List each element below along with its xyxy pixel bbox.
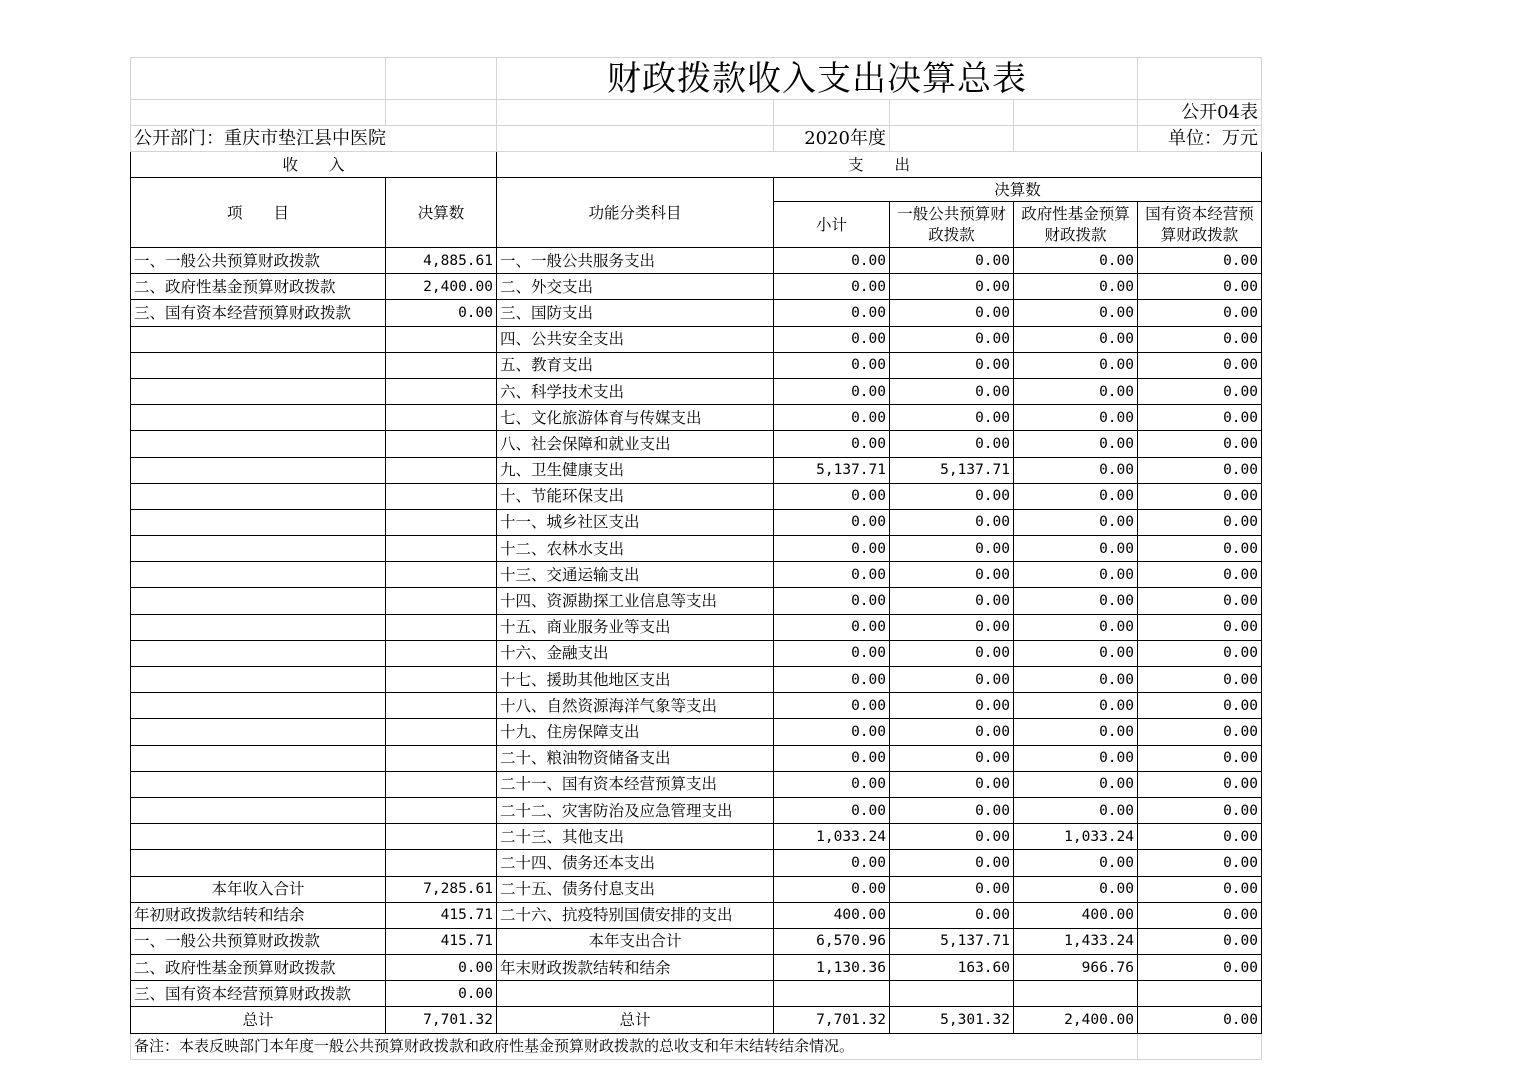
general-budget-header: 一般公共预算财政拨款 [890, 202, 1014, 248]
income-item: 总计 [131, 1007, 386, 1033]
general-budget-value: 0.00 [890, 667, 1014, 693]
table-row [131, 614, 1262, 640]
gov-fund-value: 1,033.24 [1014, 824, 1138, 850]
income-amount: 2,400.00 [386, 274, 497, 300]
general-budget-value: 0.00 [890, 536, 1014, 562]
subtotal-value: 0.00 [774, 405, 890, 431]
state-capital-value: 0.00 [1138, 876, 1262, 902]
gov-fund-value: 966.76 [1014, 955, 1138, 981]
general-budget-value: 5,137.71 [890, 457, 1014, 483]
expense-item: 十、节能环保支出 [497, 483, 774, 509]
income-item [131, 509, 386, 535]
gov-fund-value: 0.00 [1014, 719, 1138, 745]
table-row [131, 693, 1262, 719]
general-budget-value: 0.00 [890, 824, 1014, 850]
gov-fund-value: 0.00 [1014, 405, 1138, 431]
expense-item: 一、一般公共服务支出 [497, 248, 774, 274]
expense-item: 十六、金融支出 [497, 640, 774, 666]
gov-fund-value: 400.00 [1014, 902, 1138, 928]
blank-cell [131, 58, 386, 100]
table-row [131, 248, 1262, 274]
subtotal-value: 0.00 [774, 640, 890, 666]
amount-header: 决算数 [386, 178, 497, 248]
gov-fund-value: 0.00 [1014, 850, 1138, 876]
gov-fund-header: 政府性基金预算财政拨款 [1014, 202, 1138, 248]
table-row [131, 378, 1262, 404]
table-row [131, 457, 1262, 483]
subtotal-value: 0.00 [774, 509, 890, 535]
expense-item: 十五、商业服务业等支出 [497, 614, 774, 640]
expense-item: 十一、城乡社区支出 [497, 509, 774, 535]
subtotal-value: 6,570.96 [774, 928, 890, 954]
gov-fund-value: 0.00 [1014, 352, 1138, 378]
gov-fund-value: 0.00 [1014, 457, 1138, 483]
income-amount: 0.00 [386, 955, 497, 981]
expense-item: 四、公共安全支出 [497, 326, 774, 352]
gov-fund-value: 0.00 [1014, 562, 1138, 588]
income-amount [386, 378, 497, 404]
income-item [131, 588, 386, 614]
state-capital-value: 0.00 [1138, 719, 1262, 745]
gov-fund-value: 0.00 [1014, 326, 1138, 352]
subtotal-value: 1,033.24 [774, 824, 890, 850]
state-capital-value: 0.00 [1138, 509, 1262, 535]
subtotal-value: 0.00 [774, 588, 890, 614]
expense-item: 二十五、债务付息支出 [497, 876, 774, 902]
subtotal-value: 0.00 [774, 797, 890, 823]
gov-fund-value: 0.00 [1014, 771, 1138, 797]
state-capital-value: 0.00 [1138, 588, 1262, 614]
general-budget-value: 0.00 [890, 300, 1014, 326]
expense-item: 九、卫生健康支出 [497, 457, 774, 483]
income-item [131, 431, 386, 457]
page-title: 财政拨款收入支出决算总表 [497, 58, 1138, 100]
unit-label: 单位：万元 [1138, 126, 1262, 152]
gov-fund-value: 0.00 [1014, 431, 1138, 457]
subtotal-value: 0.00 [774, 536, 890, 562]
income-item [131, 536, 386, 562]
income-item: 一、一般公共预算财政拨款 [131, 248, 386, 274]
expense-item: 本年支出合计 [497, 928, 774, 954]
general-budget-value: 163.60 [890, 955, 1014, 981]
gov-fund-value: 0.00 [1014, 667, 1138, 693]
general-budget-value: 0.00 [890, 640, 1014, 666]
income-amount: 415.71 [386, 928, 497, 954]
subtotal-value: 0.00 [774, 771, 890, 797]
state-capital-value: 0.00 [1138, 326, 1262, 352]
general-budget-value [890, 981, 1014, 1007]
expense-item: 年末财政拨款结转和结余 [497, 955, 774, 981]
expense-item: 二十一、国有资本经营预算支出 [497, 771, 774, 797]
expense-item: 十四、资源勘探工业信息等支出 [497, 588, 774, 614]
state-capital-value: 0.00 [1138, 300, 1262, 326]
income-item [131, 483, 386, 509]
state-capital-value: 0.00 [1138, 928, 1262, 954]
general-budget-value: 0.00 [890, 378, 1014, 404]
subtotal-value: 0.00 [774, 483, 890, 509]
gov-fund-value: 0.00 [1014, 640, 1138, 666]
table-row [131, 562, 1262, 588]
income-item [131, 850, 386, 876]
expense-item: 十三、交通运输支出 [497, 562, 774, 588]
income-item: 一、一般公共预算财政拨款 [131, 928, 386, 954]
income-amount [386, 797, 497, 823]
table-row [131, 588, 1262, 614]
income-item: 三、国有资本经营预算财政拨款 [131, 981, 386, 1007]
table-row [131, 902, 1262, 928]
expense-item: 二十六、抗疫特别国债安排的支出 [497, 902, 774, 928]
gov-fund-value: 0.00 [1014, 614, 1138, 640]
table-row [131, 405, 1262, 431]
table-row [131, 955, 1262, 981]
income-item [131, 378, 386, 404]
blank-cell [386, 58, 497, 100]
income-amount [386, 431, 497, 457]
state-capital-value: 0.00 [1138, 483, 1262, 509]
general-budget-value: 0.00 [890, 693, 1014, 719]
general-budget-value: 0.00 [890, 274, 1014, 300]
item-header: 项 目 [131, 178, 386, 248]
final-account-table [130, 57, 1262, 1060]
income-item [131, 457, 386, 483]
state-capital-value: 0.00 [1138, 248, 1262, 274]
income-header: 收 入 [131, 152, 497, 178]
income-amount [386, 352, 497, 378]
state-capital-header: 国有资本经营预算财政拨款 [1138, 202, 1262, 248]
expense-item: 十二、农林水支出 [497, 536, 774, 562]
table-row [131, 300, 1262, 326]
income-item: 二、政府性基金预算财政拨款 [131, 274, 386, 300]
table-row [131, 1007, 1262, 1033]
state-capital-value: 0.00 [1138, 431, 1262, 457]
general-budget-value: 5,301.32 [890, 1007, 1014, 1033]
gov-fund-value: 2,400.00 [1014, 1007, 1138, 1033]
subtotal-value [774, 981, 890, 1007]
table-row [131, 745, 1262, 771]
income-item [131, 693, 386, 719]
expense-item: 总计 [497, 1007, 774, 1033]
expense-item: 八、社会保障和就业支出 [497, 431, 774, 457]
subtotal-value: 0.00 [774, 378, 890, 404]
income-item: 二、政府性基金预算财政拨款 [131, 955, 386, 981]
income-amount [386, 771, 497, 797]
subtotal-value: 0.00 [774, 562, 890, 588]
gov-fund-value: 0.00 [1014, 509, 1138, 535]
general-budget-value: 0.00 [890, 562, 1014, 588]
income-item [131, 719, 386, 745]
income-amount [386, 457, 497, 483]
expense-item: 二十三、其他支出 [497, 824, 774, 850]
gov-fund-value [1014, 981, 1138, 1007]
subtotal-value: 0.00 [774, 719, 890, 745]
income-amount [386, 614, 497, 640]
table-row [131, 797, 1262, 823]
blank-cell [1138, 1033, 1262, 1059]
table-row [131, 667, 1262, 693]
income-item [131, 667, 386, 693]
income-amount: 0.00 [386, 981, 497, 1007]
general-budget-value: 5,137.71 [890, 928, 1014, 954]
state-capital-value: 0.00 [1138, 562, 1262, 588]
income-item [131, 797, 386, 823]
fiscal-year: 2020年度 [774, 126, 890, 152]
state-capital-value [1138, 981, 1262, 1007]
general-budget-value: 0.00 [890, 509, 1014, 535]
expense-item: 七、文化旅游体育与传媒支出 [497, 405, 774, 431]
general-budget-value: 0.00 [890, 797, 1014, 823]
income-item [131, 326, 386, 352]
general-budget-value: 0.00 [890, 902, 1014, 928]
table-row [131, 483, 1262, 509]
gov-fund-value: 0.00 [1014, 483, 1138, 509]
subtotal-value: 0.00 [774, 667, 890, 693]
subtotal-value: 0.00 [774, 614, 890, 640]
income-amount [386, 693, 497, 719]
department-label: 公开部门：重庆市垫江县中医院 [131, 126, 497, 152]
general-budget-value: 0.00 [890, 771, 1014, 797]
expense-item: 十八、自然资源海洋气象等支出 [497, 693, 774, 719]
state-capital-value: 0.00 [1138, 274, 1262, 300]
subtotal-value: 400.00 [774, 902, 890, 928]
state-capital-value: 0.00 [1138, 352, 1262, 378]
gov-fund-value: 0.00 [1014, 248, 1138, 274]
table-row [131, 981, 1262, 1007]
gov-fund-value: 0.00 [1014, 588, 1138, 614]
income-amount [386, 745, 497, 771]
function-subject-header: 功能分类科目 [497, 178, 774, 248]
subtotal-value: 0.00 [774, 850, 890, 876]
footnote: 备注：本表反映部门本年度一般公共预算财政拨款和政府性基金预算财政拨款的总收支和年末结转结余情况。 [131, 1033, 1138, 1059]
income-item [131, 614, 386, 640]
income-amount: 7,285.61 [386, 876, 497, 902]
gov-fund-value: 0.00 [1014, 378, 1138, 404]
income-item [131, 771, 386, 797]
income-item: 三、国有资本经营预算财政拨款 [131, 300, 386, 326]
general-budget-value: 0.00 [890, 614, 1014, 640]
general-budget-value: 0.00 [890, 431, 1014, 457]
income-item: 年初财政拨款结转和结余 [131, 902, 386, 928]
state-capital-value: 0.00 [1138, 824, 1262, 850]
table-row [131, 719, 1262, 745]
subtotal-value: 0.00 [774, 274, 890, 300]
income-amount: 0.00 [386, 300, 497, 326]
gov-fund-value: 0.00 [1014, 536, 1138, 562]
income-item [131, 405, 386, 431]
income-amount [386, 667, 497, 693]
state-capital-value: 0.00 [1138, 955, 1262, 981]
table-row [131, 771, 1262, 797]
expense-item: 五、教育支出 [497, 352, 774, 378]
expense-item: 二十、粮油物资储备支出 [497, 745, 774, 771]
subtotal-header: 小计 [774, 202, 890, 248]
income-item [131, 745, 386, 771]
income-amount [386, 483, 497, 509]
subtotal-value: 0.00 [774, 876, 890, 902]
state-capital-value: 0.00 [1138, 771, 1262, 797]
state-capital-value: 0.00 [1138, 745, 1262, 771]
state-capital-value: 0.00 [1138, 797, 1262, 823]
expense-item: 二、外交支出 [497, 274, 774, 300]
subtotal-value: 0.00 [774, 300, 890, 326]
state-capital-value: 0.00 [1138, 536, 1262, 562]
state-capital-value: 0.00 [1138, 667, 1262, 693]
gov-fund-value: 0.00 [1014, 274, 1138, 300]
general-budget-value: 0.00 [890, 483, 1014, 509]
gov-fund-value: 0.00 [1014, 300, 1138, 326]
subtotal-value: 0.00 [774, 693, 890, 719]
subtotal-value: 0.00 [774, 745, 890, 771]
state-capital-value: 0.00 [1138, 614, 1262, 640]
expense-item: 十七、援助其他地区支出 [497, 667, 774, 693]
general-budget-value: 0.00 [890, 850, 1014, 876]
income-amount [386, 536, 497, 562]
general-budget-value: 0.00 [890, 248, 1014, 274]
income-amount [386, 405, 497, 431]
income-amount [386, 719, 497, 745]
table-row [131, 876, 1262, 902]
income-item [131, 352, 386, 378]
income-item [131, 824, 386, 850]
state-capital-value: 0.00 [1138, 405, 1262, 431]
table-row [131, 824, 1262, 850]
income-amount: 7,701.32 [386, 1007, 497, 1033]
form-number: 公开04表 [1138, 100, 1262, 126]
final-amount-header: 决算数 [774, 178, 1262, 202]
gov-fund-value: 1,433.24 [1014, 928, 1138, 954]
general-budget-value: 0.00 [890, 405, 1014, 431]
table-row [131, 509, 1262, 535]
table-row [131, 928, 1262, 954]
income-item: 本年收入合计 [131, 876, 386, 902]
table-row [131, 536, 1262, 562]
general-budget-value: 0.00 [890, 745, 1014, 771]
subtotal-value: 7,701.32 [774, 1007, 890, 1033]
income-amount [386, 850, 497, 876]
state-capital-value: 0.00 [1138, 902, 1262, 928]
state-capital-value: 0.00 [1138, 693, 1262, 719]
gov-fund-value: 0.00 [1014, 797, 1138, 823]
income-amount [386, 824, 497, 850]
general-budget-value: 0.00 [890, 326, 1014, 352]
subtotal-value: 5,137.71 [774, 457, 890, 483]
state-capital-value: 0.00 [1138, 1007, 1262, 1033]
income-amount: 4,885.61 [386, 248, 497, 274]
table-row [131, 850, 1262, 876]
general-budget-value: 0.00 [890, 876, 1014, 902]
subtotal-value: 0.00 [774, 326, 890, 352]
income-item [131, 562, 386, 588]
expense-item: 六、科学技术支出 [497, 378, 774, 404]
expense-item: 十九、住房保障支出 [497, 719, 774, 745]
blank-cell [1138, 58, 1262, 100]
expense-item: 二十四、债务还本支出 [497, 850, 774, 876]
income-amount [386, 640, 497, 666]
general-budget-value: 0.00 [890, 719, 1014, 745]
state-capital-value: 0.00 [1138, 640, 1262, 666]
subtotal-value: 0.00 [774, 248, 890, 274]
state-capital-value: 0.00 [1138, 457, 1262, 483]
income-amount [386, 326, 497, 352]
table-row [131, 326, 1262, 352]
table-row [131, 640, 1262, 666]
expense-item: 二十二、灾害防治及应急管理支出 [497, 797, 774, 823]
expense-item: 三、国防支出 [497, 300, 774, 326]
state-capital-value: 0.00 [1138, 378, 1262, 404]
general-budget-value: 0.00 [890, 588, 1014, 614]
expense-item [497, 981, 774, 1007]
income-amount [386, 562, 497, 588]
gov-fund-value: 0.00 [1014, 745, 1138, 771]
income-item [131, 640, 386, 666]
income-amount: 415.71 [386, 902, 497, 928]
table-row [131, 274, 1262, 300]
gov-fund-value: 0.00 [1014, 876, 1138, 902]
general-budget-value: 0.00 [890, 352, 1014, 378]
table-row [131, 352, 1262, 378]
expense-header: 支 出 [497, 152, 1262, 178]
gov-fund-value: 0.00 [1014, 693, 1138, 719]
table-row [131, 431, 1262, 457]
state-capital-value: 0.00 [1138, 850, 1262, 876]
income-amount [386, 588, 497, 614]
subtotal-value: 1,130.36 [774, 955, 890, 981]
subtotal-value: 0.00 [774, 431, 890, 457]
subtotal-value: 0.00 [774, 352, 890, 378]
income-amount [386, 509, 497, 535]
